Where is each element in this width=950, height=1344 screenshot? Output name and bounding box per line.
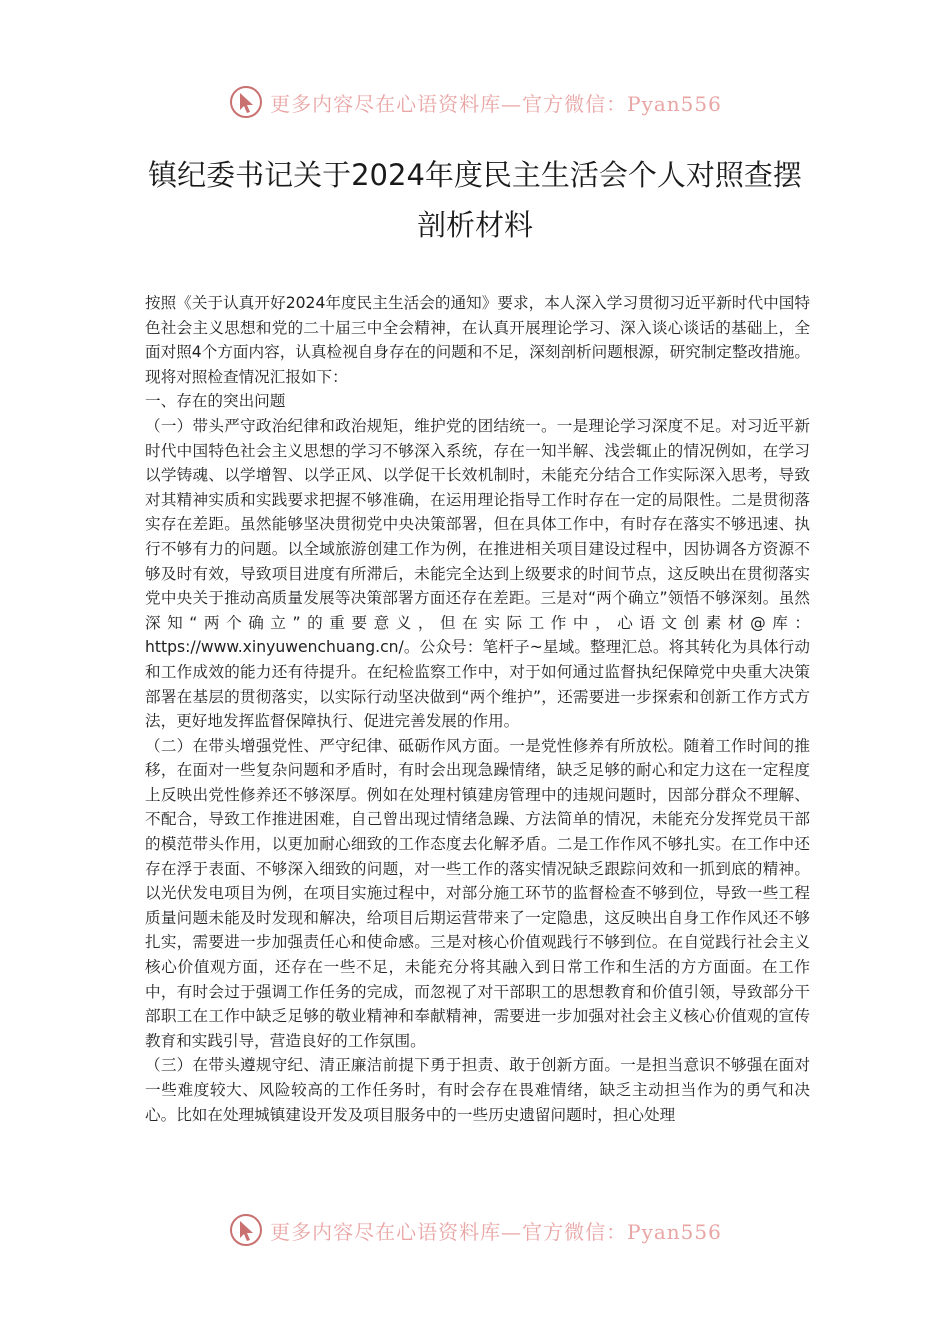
document-title [120,150,830,250]
section-heading: 一、存在的突出问题 [145,392,286,411]
intro-paragraph: 按照《关于认真开好2024年度民主生活会的通知》要求，本人深入学习贯彻习近平新时代中国特色社会主义思想和党的二十届三中全会精神，在认真开展理论学习、深入谈心谈话的基础上，全面对照4个方面内容，认真检视自身存在的问题和不足，深刻剖析问题根源，研究制定整改措施。现将对照检查情况汇报如下： [145,294,810,386]
watermark-text: 更多内容尽在心语资料库—官方微信：Pyan556 [270,91,722,116]
footer-watermark-banner [0,1210,950,1250]
paragraph-part-1: （一）带头严守政治纪律和政治规矩，维护党的团结统一。一是理论学习深度不足。对习近平新时代中国特色社会主义思想的学习不够深入系统，存在一知半解、浅尝辄止的情况例如，在学习以学铸魂、以学增智、以学正风、以学促干长效机制时，未能充分结合工作实际深入思考，导致对其精神实质和实践要求把握不够准确，在运用理论指导工作时存在一定的局限性。二是贯彻落实存在差距。虽然能够坚决贯彻党中央决策部署，但在具体工作中，有时存在落实不够迅速、执行不够有力的问题。以全域旅游创建工作为例，在推进相关项目建设过程中，因协调各方资源不够及时有效，导致项目进度有所滞后，未能完全达到上级要求的时间节点，这反映出在贯彻落实党中央关于推动高质量发展等决策部署方面还存在差距。三是对“两个确立”领悟不够深刻。虽然深知“两个确立”的重要意义，但在实际工作中，心语文创素材@库：https://www.xinyuwenchuang.cn/。公众号：笔杆子~星域。整理汇总。将其转化为具体行动和工作成效的能力还有待提升。在纪检监察工作中，对于如何通过监督执纪保障党中央重大决策部署在基层的贯彻落实，以实际行动坚决做到“两个维护”，还需要进一步探索和创新工作方式方法，更好地发挥监督保障执行、促进完善发展的作用。 [145,416,810,731]
watermark-text: 更多内容尽在心语资料库—官方微信：Pyan556 [270,1219,722,1244]
paragraph-part-3: （三）在带头遵规守纪、清正廉洁前提下勇于担责、敢于创新方面。一是担当意识不够强在面对一些难度较大、风险较高的工作任务时，有时会存在畏难情绪，缺乏主动担当作为的勇气和决心。比如在处理城镇建设开发及项目服务中的一些历史遗留问题时，担心处理 [145,1056,810,1124]
document-body [145,291,810,1127]
title-line-1: 镇纪委书记关于2024年度民主生活会个人对照查摆 [148,158,802,192]
paragraph-part-2: （二）在带头增强党性、严守纪律、砥砺作风方面。一是党性修养有所放松。随着工作时间的推移，在面对一些复杂问题和矛盾时，有时会出现急躁情绪，缺乏足够的耐心和定力这在一定程度上反映出党性修养还不够深厚。例如在处理村镇建房管理中的违规问题时，因部分群众不理解、不配合，导致工作推进困难，自己曾出现过情绪急躁、方法简单的情况，未能充分发挥党员干部的模范带头作用，以更加耐心细致的工作态度去化解矛盾。二是工作作风不够扎实。在工作中还存在浮于表面、不够深入细致的问题，对一些工作的落实情况缺乏跟踪问效和一抓到底的精神。以光伏发电项目为例，在项目实施过程中，对部分施工环节的监督检查不够到位，导致一些工程质量问题未能及时发现和解决，给项目后期运营带来了一定隐患，这反映出自身工作作风还不够扎实，需要进一步加强责任心和使命感。三是对核心价值观践行不够到位。在自觉践行社会主义核心价值观方面，还存在一些不足，未能充分将其融入到日常工作和生活的方方面面。在工作中，有时会过于强调工作任务的完成，而忽视了对干部职工的思想教育和价值引领，导致部分干部职工在工作中缺乏足够的敬业精神和奉献精神，需要进一步加强对社会主义核心价值观的宣传教育和实践引导，营造良好的工作氛围。 [145,736,810,1050]
mouse-cursor-logo-icon [228,84,264,120]
mouse-cursor-logo-icon [228,1212,264,1248]
header-watermark-banner [0,82,950,122]
title-line-2: 剖析材料 [416,208,533,242]
